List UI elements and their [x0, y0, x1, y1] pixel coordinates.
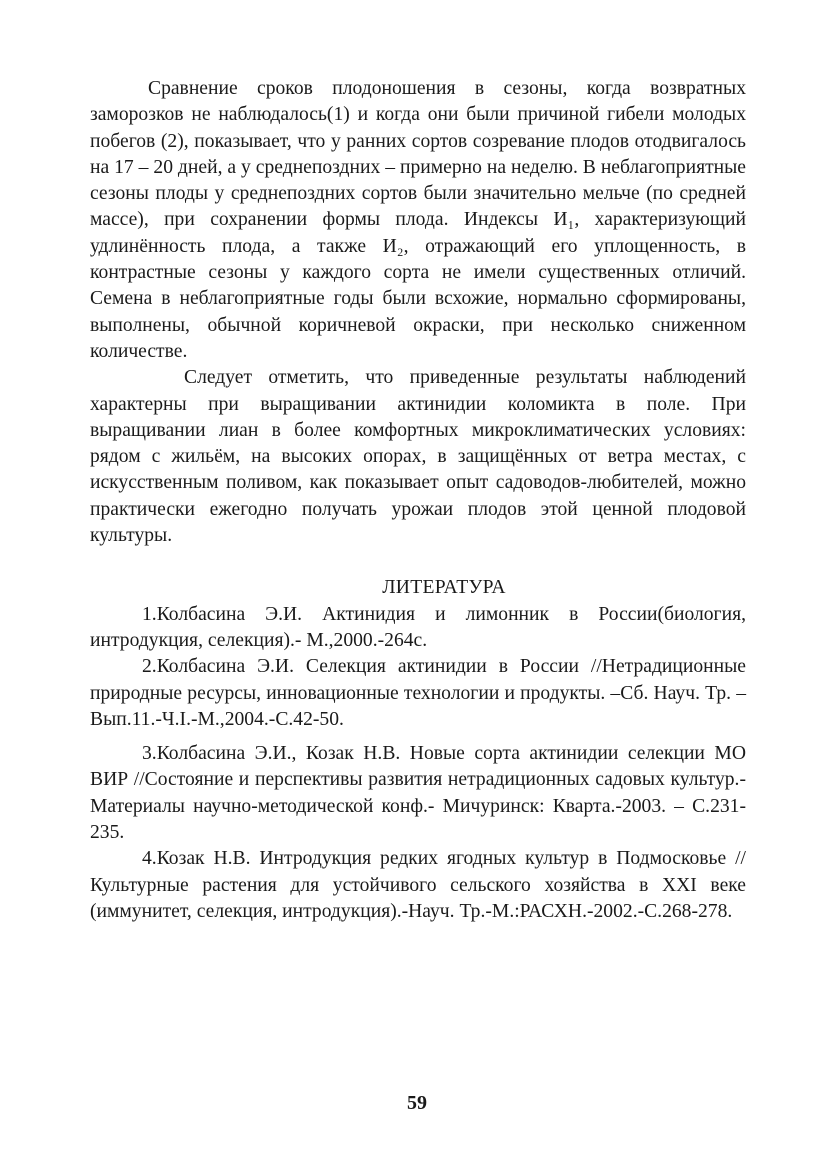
document-page	[90, 76, 746, 925]
page-number: 59	[407, 1092, 427, 1114]
body-paragraph-1: Сравнение сроков плодоношения в сезоны, когда возвратных заморозков не наблюдалось(1) и когда они были причиной гибели молодых побегов (2), показывает, что у ранних сортов созревание плодов отодвигалось на 17 – 20 дней, а у среднепоздних – примерно на неделю. В неблагоприятные сезоны плоды у среднепоздних сортов были значительно мельче (по средней массе), при сохранении формы плода. Индексы И₁, характеризующий удлинённость плода, а также И₂, отражающий его уплощенность, в контрастные сезоны у каждого сорта не имели существенных отличий. Семена в неблагоприятные годы были всхожие, нормально сформированы, выполнены, обычной коричневой окраски, при несколько сниженном количестве.	[90, 78, 746, 362]
literature-heading: ЛИТЕРАТУРА	[382, 577, 506, 599]
reference-item-2: 2.Колбасина Э.И. Селекция актинидии в России //Нетрадиционные природные ресурсы, инновационные технологии и продукты. –Сб. Науч. Тр. – Вып.11.-Ч.I.-М.,2004.-С.42-50.	[90, 656, 746, 730]
reference-item-3: 3.Колбасина Э.И., Козак Н.В. Новые сорта актинидии селекции МО ВИР //Состояние и перспективы развития нетрадиционных садовых культур.- Материалы научно-методической конф.- Мичуринск: Кварта.-2003. – С.231-235.	[90, 743, 746, 844]
reference-item-1: 1.Колбасина Э.И. Актинидия и лимонник в России(биология, интродукция, селекция).- М.,2000.-264с.	[90, 603, 746, 651]
reference-item-4: 4.Козак Н.В. Интродукция редких ягодных культур в Подмосковье //Культурные растения для устойчивого сельского хозяйства в XXI веке (иммунитет, селекция, интродукция).-Науч. Тр.-М.:РАСХН.-2002.-С.268-278.	[90, 848, 746, 922]
body-paragraph-2: Следует отметить, что приведенные результаты наблюдений характерны при выращивании актинидии коломикта в поле. При выращивании лиан в более комфортных микроклиматических условиях: рядом с жильём, на высоких опорах, в защищённых от ветра местах, с искусственным поливом, как показывает опыт садоводов-любителей, можно практически ежегодно получать урожаи плодов этой ценной плодовой культуры.	[90, 367, 746, 547]
